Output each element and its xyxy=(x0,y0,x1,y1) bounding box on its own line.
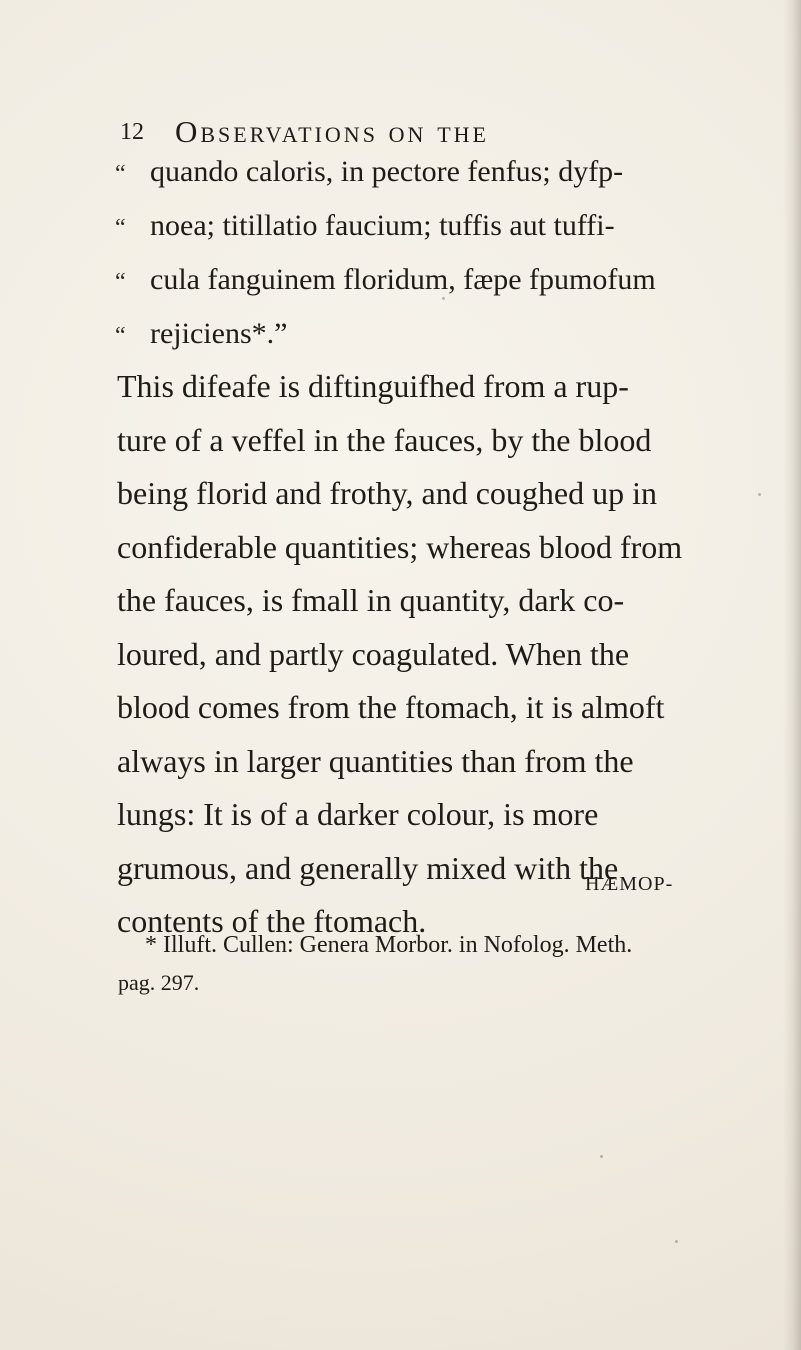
body-paragraph xyxy=(117,360,737,949)
quotation-line xyxy=(115,145,735,199)
quotation-line xyxy=(115,253,735,307)
footnote: * Illuft. Cullen: Genera Morbor. in Nofolog. Meth. xyxy=(145,932,633,958)
body-line: loured, and partly coagulated. When the xyxy=(117,635,630,672)
quotation-line xyxy=(115,307,735,361)
paper-speck xyxy=(442,297,445,300)
paper-speck xyxy=(675,1240,678,1243)
body-line: This difeafe is diftinguifhed from a rup- xyxy=(117,368,629,404)
paper-speck xyxy=(600,1155,603,1158)
body-line: the fauces, is fmall in quantity, dark co- xyxy=(117,582,625,618)
quotation-text: quando caloris, in pectore fenfus; dyfp- xyxy=(150,155,624,188)
body-line: being florid and frothy, and coughed up in xyxy=(117,475,658,511)
quote-mark: “ xyxy=(115,269,126,295)
running-head: Observations on the xyxy=(175,114,489,149)
paper-speck xyxy=(758,493,761,496)
body-line: blood comes from the ftomach, it is almoft xyxy=(117,689,665,725)
quote-mark: “ xyxy=(115,161,126,187)
footnote-continuation: pag. 297. xyxy=(118,970,200,995)
quotation-text: cula fanguinem floridum, fæpe fpumofum xyxy=(150,263,656,296)
latin-quotation xyxy=(115,145,735,361)
body-line: grumous, and generally mixed with the xyxy=(117,849,619,886)
body-line: ture of a veffel in the fauces, by the blood xyxy=(117,421,652,458)
body-line: contents of the ftomach. xyxy=(117,903,427,939)
quotation-text: noea; titillatio faucium; tuffis aut tuffi- xyxy=(150,209,615,242)
page-edge-shadow xyxy=(783,0,801,1350)
body-line: lungs: It is of a darker colour, is more xyxy=(117,796,599,832)
quote-mark: “ xyxy=(115,215,126,241)
quotation-text: rejiciens*.” xyxy=(150,317,288,350)
quotation-line xyxy=(115,199,735,253)
body-line: always in larger quantities than from the xyxy=(117,742,634,779)
quote-mark: “ xyxy=(115,323,126,349)
catchword: HÆMOP- xyxy=(585,873,674,895)
page-number: 12 xyxy=(120,118,144,145)
body-line: confiderable quantities; whereas blood from xyxy=(117,528,683,565)
